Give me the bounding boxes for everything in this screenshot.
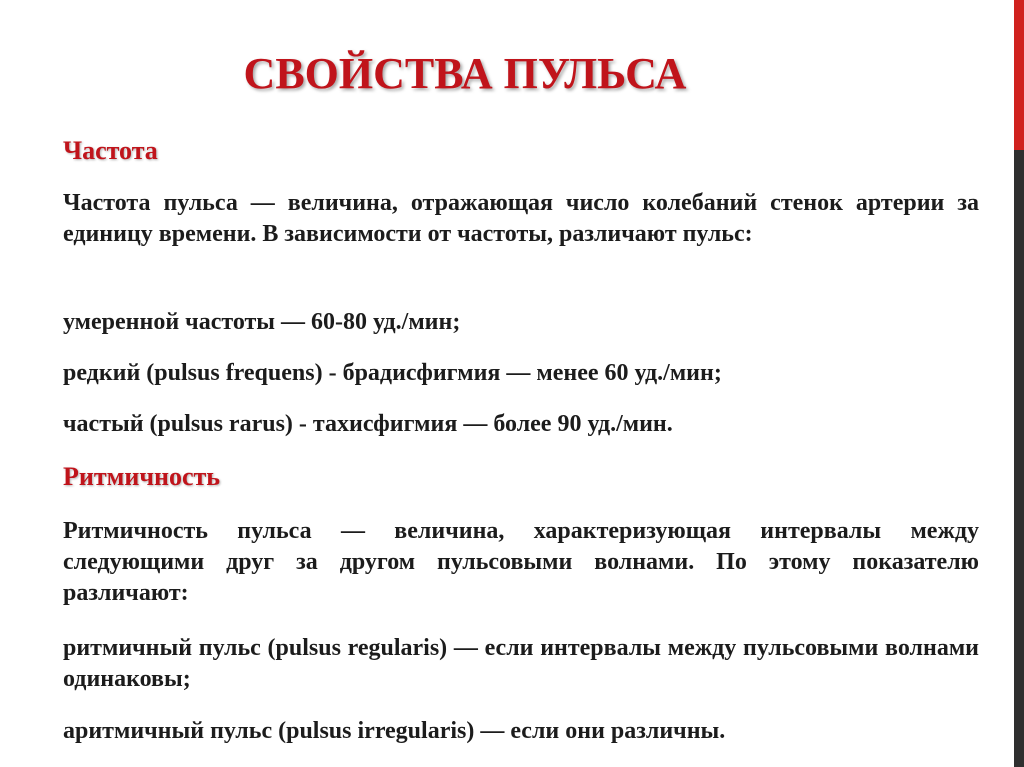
edge-accent-bar-dark-segment [1014,150,1024,767]
rhythm-item-regular: ритмичный пульс (pulsus regularis) — если интервалы между пульсовыми волнами одинаковы; [63,635,979,692]
frequency-item-frequent: частый (pulsus rarus) - тахисфигмия — более 90 уд./мин. [63,411,673,437]
frequency-definition: Частота пульса — величина, отражающая число колебаний стенок артерии за единицу времени. В зависимости от частоты, различают пульс: [63,190,979,247]
edge-accent-bar [1014,0,1024,767]
rhythm-definition: Ритмичность пульса — величина, характеризующая интервалы между следующими друг за другом пульсовыми волнами. По этому показателю различают: [63,518,979,606]
section-heading-frequency: Частота [63,136,158,165]
section-heading-rhythm: Ритмичность [63,462,221,491]
rhythm-item-irregular: аритмичный пульс (pulsus irregularis) — если они различны. [63,718,726,744]
page-title: СВОЙСТВА ПУЛЬСА [243,49,687,98]
frequency-item-moderate: умеренной частоты — 60-80 уд./мин; [63,309,461,335]
frequency-item-rare: редкий (pulsus frequens) - брадисфигмия — менее 60 уд./мин; [63,360,722,386]
